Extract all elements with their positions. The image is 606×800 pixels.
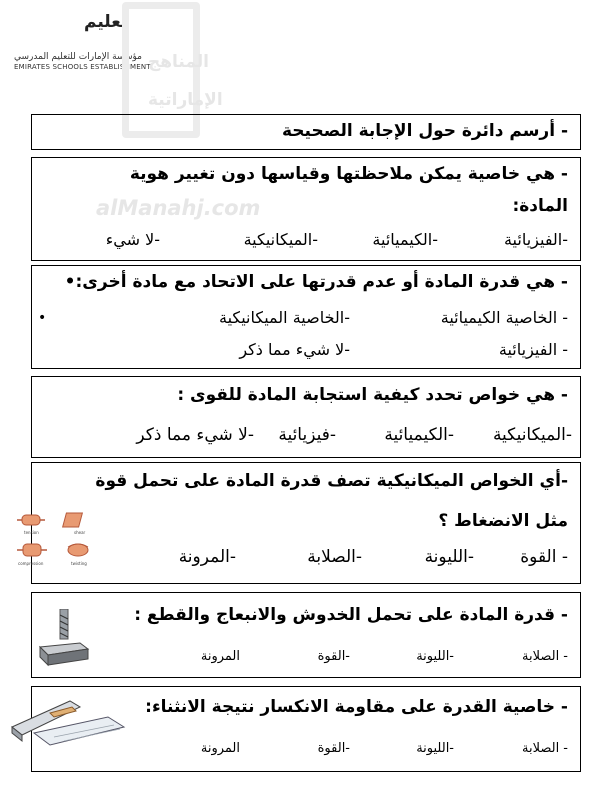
question-1-choice-3[interactable]: -الميكانيكية [243, 230, 318, 249]
question-4-line2: مثل الانضغاط ؟ [438, 511, 568, 531]
question-4-box [18, 462, 581, 584]
drill-hardness-figure [36, 609, 92, 667]
question-3-choice-4[interactable]: -لا شيء مما ذكر [136, 425, 254, 445]
stress-types-figure [16, 507, 100, 575]
question-3-line1: - هي خواص تحدد كيفية استجابة المادة للقوى : [177, 385, 568, 405]
question-4-choice-4[interactable]: -المرونة [178, 547, 236, 567]
question-6-box [31, 686, 581, 772]
question-1-line1: - هي خاصية يمكن ملاحظتها وقياسها دون تغيير هوية [129, 164, 568, 184]
question-1-line2: المادة: [512, 196, 568, 216]
bending-test-figure [10, 697, 128, 755]
question-6-line1: - خاصية القدرة على مقاومة الانكسار نتيجة الانثناء: [145, 697, 568, 717]
question-1-choice-4[interactable]: -لا شيء [105, 230, 160, 249]
tension-icon [17, 515, 45, 535]
watermark-site: alManahj.com [96, 196, 261, 220]
question-4-choice-1[interactable]: - القوة [520, 547, 568, 567]
drill-bit-icon [60, 609, 68, 639]
metal-block-icon [40, 643, 88, 665]
watermark-line2: الإماراتية [148, 90, 223, 110]
question-5-choice-4[interactable]: المرونة [200, 649, 240, 664]
twisting-label: twisting [71, 561, 87, 566]
question-4-choice-3[interactable]: -الصلابة [307, 547, 362, 567]
watermark-line1: المناهج [148, 52, 209, 72]
logo-arabic-text: مؤسسة الإمارات للتعليم المدرسي [14, 52, 142, 62]
question-2-choice-4[interactable]: -لا شيء مما ذكر [239, 340, 350, 359]
question-5-box [31, 592, 581, 678]
question-3-box [31, 376, 581, 458]
twisting-icon [68, 544, 88, 566]
compression-label: compression [18, 561, 44, 566]
question-2-choice-2[interactable]: -الخاصية الميكانيكية [218, 308, 350, 327]
question-1-box [31, 157, 581, 261]
question-5-line1: - قدرة المادة على تحمل الخدوش والانبعاج والقطع : [134, 605, 568, 625]
question-3-choice-2[interactable]: -الكيميائية [384, 425, 454, 445]
question-4-line1: -أي الخواص الميكانيكية تصف قدرة المادة على تحمل قوة [95, 471, 568, 491]
instruction-text: - أرسم دائرة حول الإجابة الصحيحة [281, 121, 568, 141]
shear-icon [63, 513, 86, 535]
question-6-choice-3[interactable]: -القوة [317, 741, 350, 756]
question-6-choice-2[interactable]: -الليونة [416, 741, 454, 756]
question-2-choice-1[interactable]: - الخاصية الكيميائية [440, 308, 568, 327]
question-3-choice-1[interactable]: -الميكانيكية [492, 425, 572, 445]
logo-english-text: EMIRATES SCHOOLS ESTABLISHMENT [14, 63, 151, 71]
shear-label: shear [74, 530, 86, 535]
question-5-choice-1[interactable]: - الصلابة [521, 649, 568, 664]
question-4-choice-2[interactable]: -الليونة [424, 547, 474, 567]
question-1-choice-1[interactable]: -الفيزيائية [503, 230, 568, 249]
question-2-choice-3[interactable]: - الفيزيائية [498, 340, 568, 359]
question-2-box [31, 265, 581, 369]
compression-icon [17, 544, 47, 566]
question-6-choice-1[interactable]: - الصلابة [521, 741, 568, 756]
instruction-box [31, 114, 581, 150]
question-5-choice-2[interactable]: -الليونة [416, 649, 454, 664]
question-3-choice-3[interactable]: -فيزيائية [278, 425, 336, 445]
logo-word: تعليم [84, 12, 128, 32]
question-6-choice-4[interactable]: المرونة [200, 741, 240, 756]
question-1-choice-2[interactable]: -الكيميائية [372, 230, 438, 249]
question-5-choice-3[interactable]: -القوة [317, 649, 350, 664]
question-2-line1: - هي قدرة المادة أو عدم قدرتها على الاتحاد مع مادة أخرى:• [64, 272, 568, 292]
tension-label: tension [24, 530, 39, 535]
bullet-mark: • [38, 310, 47, 326]
